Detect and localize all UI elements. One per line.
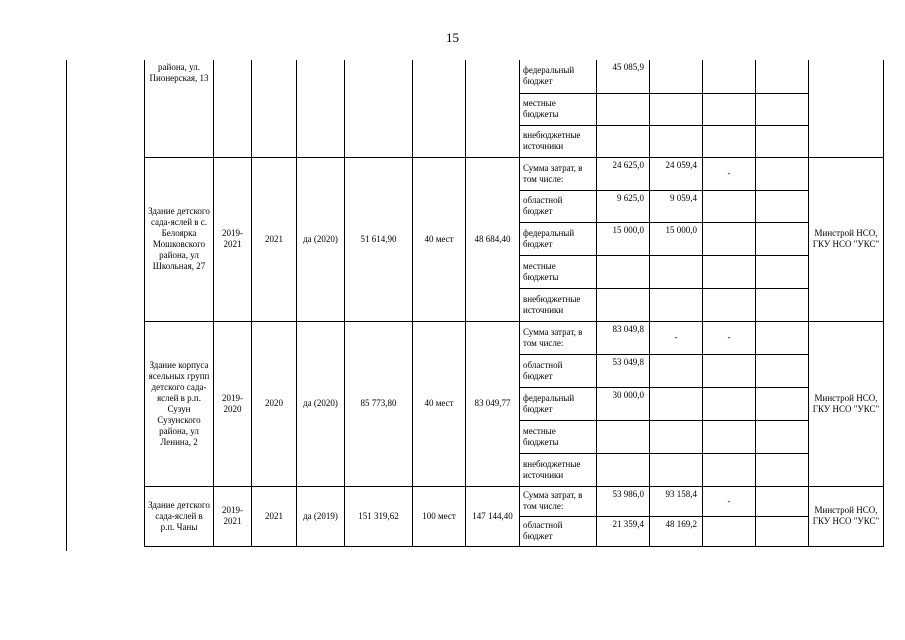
value-cell: - xyxy=(703,157,756,190)
capacity-cell: 40 мест xyxy=(413,157,466,321)
value-cell xyxy=(703,60,756,93)
empty-cell xyxy=(756,60,809,93)
cost-cell: 51 614,90 xyxy=(345,157,413,321)
value-cell xyxy=(650,354,703,387)
customer-cell: Минстрой НСО, ГКУ НСО "УКС" xyxy=(809,157,884,321)
capacity-cell xyxy=(413,60,466,157)
object-name: района, ул. Пионерская, 13 xyxy=(145,60,214,157)
object-name: Здание детского сада-яслей в р.п. Чаны xyxy=(145,486,214,546)
year-cell xyxy=(252,60,297,157)
value-cell: - xyxy=(650,321,703,354)
object-name: Здание корпуса ясельных групп детского сада-яслей в р.п. Сузун Сузунского района, ул Ленина, 2 xyxy=(145,321,214,486)
object-name: Здание детского сада-яслей в с. Белоярка Мошковского района, ул Школьная, 27 xyxy=(145,157,214,321)
value-cell xyxy=(703,354,756,387)
total-cell xyxy=(466,60,520,157)
value-cell: - xyxy=(703,486,756,516)
value-cell: 9 059,4 xyxy=(650,190,703,222)
value-cell: 15 000,0 xyxy=(650,222,703,255)
table-row xyxy=(145,321,884,354)
table-row xyxy=(145,486,884,516)
value-cell xyxy=(650,387,703,420)
empty-cell xyxy=(756,516,809,546)
period-cell: 2019-2021 xyxy=(214,157,252,321)
investment-table xyxy=(144,60,884,547)
value-cell xyxy=(703,255,756,288)
value-cell: 30 000,0 xyxy=(597,387,650,420)
empty-cell xyxy=(756,321,809,354)
page-number: 15 xyxy=(446,30,459,45)
value-cell xyxy=(650,93,703,125)
empty-cell xyxy=(756,288,809,321)
empty-cell xyxy=(756,420,809,453)
total-cell: 147 144,40 xyxy=(466,486,520,546)
value-cell xyxy=(597,288,650,321)
source-cell: местные бюджеты xyxy=(520,255,597,288)
source-cell: областной бюджет xyxy=(520,516,597,546)
period-cell xyxy=(214,60,252,157)
value-cell: 15 000,0 xyxy=(597,222,650,255)
table-row xyxy=(145,60,884,93)
capacity-cell: 100 мест xyxy=(413,486,466,546)
value-cell: 48 169,2 xyxy=(650,516,703,546)
customer-cell xyxy=(809,60,884,157)
value-cell xyxy=(650,255,703,288)
value-cell: 53 986,0 xyxy=(597,486,650,516)
value-cell: 45 085,9 xyxy=(597,60,650,93)
empty-cell xyxy=(756,222,809,255)
value-cell: 9 625,0 xyxy=(597,190,650,222)
value-cell xyxy=(650,60,703,93)
source-cell: местные бюджеты xyxy=(520,420,597,453)
source-cell: Сумма затрат, в том числе: xyxy=(520,321,597,354)
total-cell: 83 049,77 xyxy=(466,321,520,486)
value-cell xyxy=(703,222,756,255)
empty-cell xyxy=(756,93,809,125)
value-cell xyxy=(597,125,650,157)
cost-cell: 85 773,80 xyxy=(345,321,413,486)
value-cell: - xyxy=(703,321,756,354)
value-cell xyxy=(703,516,756,546)
margin-line xyxy=(66,60,67,551)
year-cell: 2021 xyxy=(252,486,297,546)
source-cell: местные бюджеты xyxy=(520,93,597,125)
customer-cell: Минстрой НСО, ГКУ НСО "УКС" xyxy=(809,486,884,546)
value-cell: 21 359,4 xyxy=(597,516,650,546)
capacity-cell: 40 мест xyxy=(413,321,466,486)
value-cell xyxy=(703,93,756,125)
value-cell xyxy=(650,420,703,453)
source-cell: федеральный бюджет xyxy=(520,60,597,93)
value-cell xyxy=(650,288,703,321)
pir-cell: да (2020) xyxy=(297,157,345,321)
empty-cell xyxy=(756,125,809,157)
empty-cell xyxy=(756,255,809,288)
empty-cell xyxy=(756,486,809,516)
value-cell xyxy=(597,255,650,288)
value-cell xyxy=(703,387,756,420)
cost-cell: 151 319,62 xyxy=(345,486,413,546)
period-cell: 2019-2020 xyxy=(214,321,252,486)
source-cell: федеральный бюджет xyxy=(520,387,597,420)
value-cell: 53 049,8 xyxy=(597,354,650,387)
customer-cell: Минстрой НСО, ГКУ НСО "УКС" xyxy=(809,321,884,486)
pir-cell: да (2019) xyxy=(297,486,345,546)
empty-cell xyxy=(756,354,809,387)
source-cell: внебюджетные источники xyxy=(520,125,597,157)
year-cell: 2020 xyxy=(252,321,297,486)
value-cell xyxy=(703,288,756,321)
value-cell: 93 158,4 xyxy=(650,486,703,516)
value-cell: 24 059,4 xyxy=(650,157,703,190)
period-cell: 2019-2021 xyxy=(214,486,252,546)
source-cell: Сумма затрат, в том числе: xyxy=(520,486,597,516)
total-cell: 48 684,40 xyxy=(466,157,520,321)
value-cell xyxy=(597,453,650,486)
source-cell: внебюджетные источники xyxy=(520,288,597,321)
empty-cell xyxy=(756,190,809,222)
value-cell xyxy=(597,93,650,125)
year-cell: 2021 xyxy=(252,157,297,321)
value-cell xyxy=(703,125,756,157)
value-cell xyxy=(703,453,756,486)
empty-cell xyxy=(756,387,809,420)
value-cell xyxy=(650,453,703,486)
empty-cell xyxy=(756,157,809,190)
value-cell xyxy=(597,420,650,453)
table-row xyxy=(145,157,884,190)
value-cell: 83 049,8 xyxy=(597,321,650,354)
source-cell: областной бюджет xyxy=(520,190,597,222)
value-cell xyxy=(703,420,756,453)
value-cell xyxy=(650,125,703,157)
pir-cell xyxy=(297,60,345,157)
source-cell: Сумма затрат, в том числе: xyxy=(520,157,597,190)
value-cell xyxy=(703,190,756,222)
value-cell: 24 625,0 xyxy=(597,157,650,190)
cost-cell xyxy=(345,60,413,157)
source-cell: федеральный бюджет xyxy=(520,222,597,255)
empty-cell xyxy=(756,453,809,486)
source-cell: областной бюджет xyxy=(520,354,597,387)
pir-cell: да (2020) xyxy=(297,321,345,486)
source-cell: внебюджетные источники xyxy=(520,453,597,486)
